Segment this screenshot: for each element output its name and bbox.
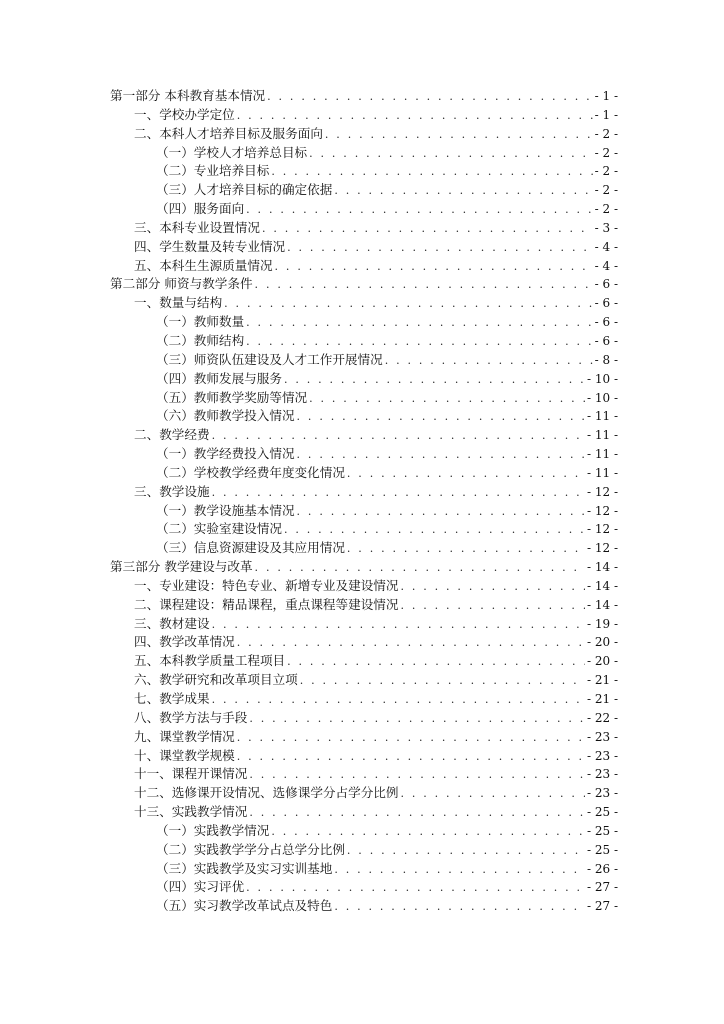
toc-dot-leader xyxy=(212,691,585,710)
toc-entry-page: - 25 - xyxy=(586,823,618,838)
toc-entry[interactable] xyxy=(110,483,618,502)
toc-dot-leader xyxy=(249,766,585,785)
toc-dot-leader xyxy=(400,578,585,597)
toc-entry[interactable] xyxy=(110,860,618,879)
toc-entry-title: （四）服务面向 xyxy=(156,201,245,217)
toc-entry[interactable] xyxy=(110,652,618,671)
toc-entry-page: - 11 - xyxy=(586,465,618,480)
toc-entry[interactable] xyxy=(110,162,618,181)
toc-entry[interactable] xyxy=(110,294,618,313)
toc-dot-leader xyxy=(249,804,585,823)
toc-entry-page: - 1 - xyxy=(594,89,618,103)
toc-entry-page: - 27 - xyxy=(586,880,618,895)
toc-dot-leader xyxy=(347,842,585,861)
toc-entry-title: （六）教师教学投入情况 xyxy=(156,408,295,424)
toc-dot-leader xyxy=(275,258,593,277)
toc-entry-page: - 12 - xyxy=(586,541,618,556)
toc-entry-title: 三、教学设施 xyxy=(134,483,210,499)
toc-entry[interactable] xyxy=(110,709,618,728)
toc-entry-title: 三、教材建设 xyxy=(134,615,210,631)
toc-dot-leader xyxy=(224,295,592,314)
toc-entry[interactable] xyxy=(110,219,618,238)
toc-entry-title: 二、课程建设：精品课程，重点课程等建设情况 xyxy=(134,596,399,612)
toc-dot-leader xyxy=(246,879,585,898)
toc-entry-page: - 2 - xyxy=(594,145,618,160)
toc-entry-page: - 23 - xyxy=(586,786,618,801)
toc-dot-leader xyxy=(309,390,585,409)
toc-entry-page: - 2 - xyxy=(594,183,618,198)
toc-entry-title: 六、教学研究和改革项目立项 xyxy=(134,672,298,688)
toc-entry-page: - 11 - xyxy=(586,409,618,424)
toc-entry-page: - 23 - xyxy=(586,729,618,744)
toc-entry-title: 一、数量与结构 xyxy=(134,295,223,311)
toc-entry[interactable] xyxy=(110,502,618,521)
toc-entry-page: - 2 - xyxy=(594,164,618,179)
toc-dot-leader xyxy=(400,597,585,616)
toc-entry-title: 十三、实践教学情况 xyxy=(134,804,248,820)
toc-dot-leader xyxy=(246,201,592,220)
toc-entry-page: - 8 - xyxy=(594,352,618,367)
toc-dot-leader xyxy=(325,126,593,145)
toc-entry[interactable] xyxy=(110,765,618,784)
toc-entry-title: （一）教学设施基本情况 xyxy=(156,502,295,518)
toc-entry[interactable] xyxy=(110,878,618,897)
toc-entry-title: （二）学校教学经费年度变化情况 xyxy=(156,464,345,480)
toc-entry[interactable] xyxy=(110,389,618,408)
toc-entry-page: - 14 - xyxy=(586,578,618,593)
toc-entry-title: （一）学校人才培养总目标 xyxy=(156,144,308,160)
toc-entry[interactable] xyxy=(110,784,618,803)
toc-entry-page: - 3 - xyxy=(594,220,618,235)
toc-entry-title: （二）教师结构 xyxy=(156,332,245,348)
toc-entry-title: （四）实习评优 xyxy=(156,879,245,895)
toc-dot-leader xyxy=(297,503,585,522)
toc-entry-title: 二、教学经费 xyxy=(134,427,210,443)
toc-entry-page: - 12 - xyxy=(586,484,618,499)
toc-dot-leader xyxy=(347,540,585,559)
toc-entry[interactable] xyxy=(110,577,618,596)
toc-entry[interactable] xyxy=(110,426,618,445)
toc-entry-page: - 10 - xyxy=(586,390,618,405)
toc-dot-leader xyxy=(287,239,593,258)
toc-entry-title: 第一部分 本科教育基本情况 xyxy=(110,88,266,103)
toc-entry[interactable] xyxy=(110,728,618,747)
toc-entry-title: （四）教师发展与服务 xyxy=(156,370,282,386)
toc-entry-page: - 21 - xyxy=(586,673,618,688)
toc-entry-title: （一）实践教学情况 xyxy=(156,822,270,838)
toc-entry-title: （一）教学经费投入情况 xyxy=(156,446,295,462)
toc-dot-leader xyxy=(400,785,585,804)
toc-dot-leader xyxy=(271,823,585,842)
toc-entry[interactable] xyxy=(110,257,618,276)
toc-entry[interactable] xyxy=(110,351,618,370)
toc-entry-page: - 25 - xyxy=(586,842,618,857)
toc-entry[interactable] xyxy=(110,332,618,351)
toc-entry[interactable] xyxy=(110,106,618,125)
toc-entry-title: 十二、选修课开设情况、选修课学分占学分比例 xyxy=(134,785,399,801)
toc-entry-title: 五、本科教学质量工程项目 xyxy=(134,653,286,669)
toc-dot-leader xyxy=(309,145,593,164)
toc-entry-page: - 4 - xyxy=(594,239,618,254)
toc-entry[interactable] xyxy=(110,615,618,634)
toc-dot-leader xyxy=(334,182,592,201)
toc-entry[interactable] xyxy=(110,181,618,200)
toc-entry-page: - 4 - xyxy=(594,258,618,273)
toc-dot-leader xyxy=(271,163,592,182)
toc-entry-title: 四、学生数量及转专业情况 xyxy=(134,238,286,254)
toc-entry-title: 九、课堂教学情况 xyxy=(134,728,235,744)
toc-entry-title: （二）实践教学学分占总学分比例 xyxy=(156,841,345,857)
toc-dot-leader xyxy=(212,616,585,635)
toc-entry[interactable] xyxy=(110,144,618,163)
toc-entry-page: - 11 - xyxy=(586,447,618,462)
toc-entry-page: - 12 - xyxy=(586,522,618,537)
toc-entry-title: （五）实习教学改革试点及特色 xyxy=(156,898,333,914)
toc-entry-title: 二、本科人才培养目标及服务面向 xyxy=(134,125,323,141)
toc-entry-title: 四、教学改革情况 xyxy=(134,634,235,650)
toc-entry-title: 五、本科生生源质量情况 xyxy=(134,257,273,273)
toc-dot-leader xyxy=(237,748,585,767)
table-of-contents xyxy=(110,87,618,916)
toc-dot-leader xyxy=(297,408,585,427)
toc-dot-leader xyxy=(334,861,585,880)
toc-dot-leader xyxy=(334,898,585,917)
toc-entry[interactable] xyxy=(110,690,618,709)
toc-entry-page: - 23 - xyxy=(586,748,618,763)
toc-entry-title: 第三部分 教学建设与改革 xyxy=(110,559,253,575)
toc-entry[interactable] xyxy=(110,200,618,219)
toc-entry-title: （五）教师教学奖励等情况 xyxy=(156,389,308,405)
toc-dot-leader xyxy=(284,371,585,390)
toc-entry[interactable] xyxy=(110,370,618,389)
toc-entry-page: - 22 - xyxy=(586,710,618,725)
toc-dot-leader xyxy=(284,521,585,540)
toc-entry[interactable] xyxy=(110,238,618,257)
toc-entry[interactable] xyxy=(110,747,618,766)
toc-entry-title: （三）师资队伍建设及人才工作开展情况 xyxy=(156,351,383,367)
toc-entry-title: 一、专业建设：特色专业、新增专业及建设情况 xyxy=(134,577,399,593)
toc-entry[interactable] xyxy=(110,275,618,294)
toc-entry[interactable] xyxy=(110,822,618,841)
toc-dot-leader xyxy=(246,333,592,352)
toc-entry[interactable] xyxy=(110,87,618,106)
toc-dot-leader xyxy=(385,352,593,371)
toc-entry-title: 十、课堂教学规模 xyxy=(134,747,235,763)
toc-entry[interactable] xyxy=(110,633,618,652)
toc-dot-leader xyxy=(246,314,592,333)
toc-entry-page: - 6 - xyxy=(594,277,618,292)
toc-entry-title: （三）实践教学及实习实训基地 xyxy=(156,860,333,876)
toc-entry-title: （一）教师数量 xyxy=(156,314,245,330)
toc-entry-page: - 21 - xyxy=(586,692,618,706)
toc-entry-page: - 2 - xyxy=(594,202,618,217)
toc-dot-leader xyxy=(249,710,585,729)
toc-dot-leader xyxy=(255,276,593,295)
toc-dot-leader xyxy=(262,220,593,239)
toc-entry-title: （三）信息资源建设及其应用情况 xyxy=(156,540,345,556)
toc-entry-page: - 20 - xyxy=(586,654,618,669)
toc-dot-leader xyxy=(237,107,593,126)
toc-entry-page: - 2 - xyxy=(594,126,618,141)
toc-dot-leader xyxy=(212,484,585,503)
toc-entry[interactable] xyxy=(110,464,618,483)
toc-entry-title: 三、本科专业设置情况 xyxy=(134,219,260,235)
toc-entry-page: - 1 - xyxy=(594,107,618,122)
toc-entry-title: （二）专业培养目标 xyxy=(156,163,270,179)
toc-entry-title: （二）实验室建设情况 xyxy=(156,521,282,537)
toc-entry[interactable] xyxy=(110,671,618,690)
toc-entry-page: - 27 - xyxy=(586,899,618,914)
toc-entry-title: （三）人才培养目标的确定依据 xyxy=(156,182,333,198)
toc-entry-page: - 25 - xyxy=(586,805,618,820)
toc-entry-page: - 14 - xyxy=(586,560,618,575)
toc-entry[interactable] xyxy=(110,520,618,539)
toc-entry-page: - 23 - xyxy=(586,767,618,782)
toc-entry[interactable] xyxy=(110,558,618,577)
toc-dot-leader xyxy=(287,653,585,672)
toc-entry-title: 十一、课程开课情况 xyxy=(134,766,248,782)
toc-dot-leader xyxy=(267,88,592,107)
toc-entry[interactable] xyxy=(110,539,618,558)
toc-entry[interactable] xyxy=(110,313,618,332)
toc-dot-leader xyxy=(300,672,585,691)
toc-entry-page: - 20 - xyxy=(586,635,618,650)
toc-entry-page: - 14 - xyxy=(586,597,618,612)
toc-entry-page: - 19 - xyxy=(586,616,618,631)
toc-entry-page: - 11 - xyxy=(586,428,618,443)
toc-entry[interactable] xyxy=(110,445,618,464)
toc-entry[interactable] xyxy=(110,407,618,426)
toc-entry-page: - 12 - xyxy=(586,503,618,518)
toc-dot-leader xyxy=(297,446,585,465)
toc-entry-title: 第二部分 师资与教学条件 xyxy=(110,276,253,292)
toc-entry[interactable] xyxy=(110,803,618,822)
toc-dot-leader xyxy=(212,427,585,446)
toc-entry-page: - 6 - xyxy=(594,333,618,348)
toc-dot-leader xyxy=(255,559,585,578)
toc-entry[interactable] xyxy=(110,897,618,916)
toc-entry-title: 一、学校办学定位 xyxy=(134,106,235,122)
toc-entry-title: 八、教学方法与手段 xyxy=(134,709,248,725)
toc-entry-page: - 6 - xyxy=(594,296,618,311)
toc-dot-leader xyxy=(237,634,585,653)
toc-entry-page: - 10 - xyxy=(586,371,618,386)
toc-entry[interactable] xyxy=(110,125,618,144)
toc-dot-leader xyxy=(237,729,585,748)
toc-dot-leader xyxy=(347,465,585,484)
toc-entry-title: 七、教学成果 xyxy=(134,691,210,706)
toc-entry-page: - 6 - xyxy=(594,315,618,330)
toc-entry-page: - 26 - xyxy=(586,861,618,876)
toc-entry[interactable] xyxy=(110,596,618,615)
toc-entry[interactable] xyxy=(110,841,618,860)
